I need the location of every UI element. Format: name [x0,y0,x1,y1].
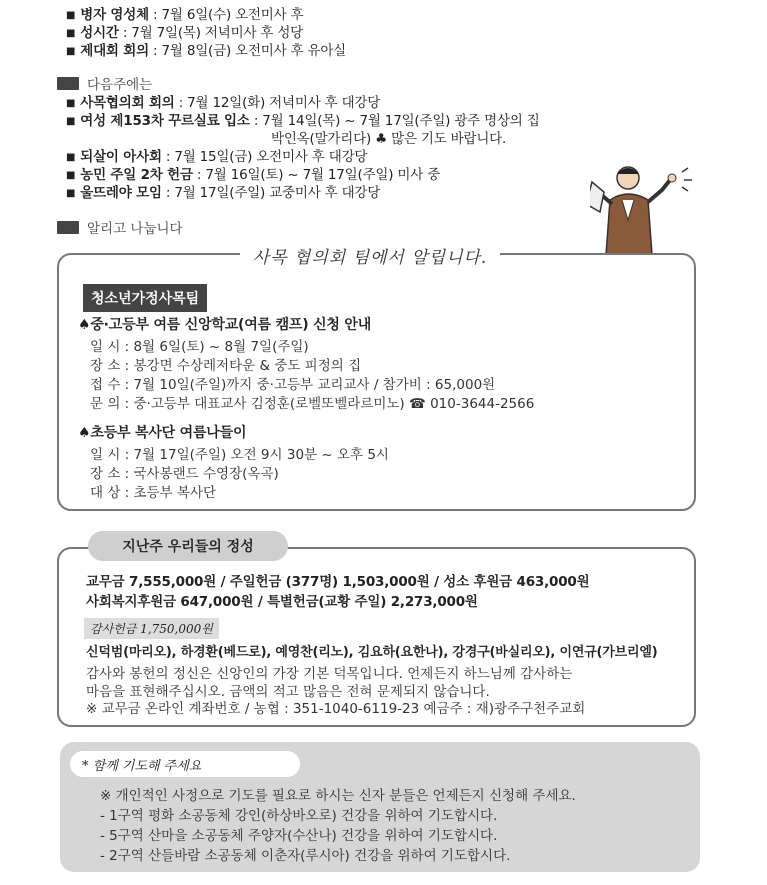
prayer-item: - 1구역 평화 소공동체 강인(하상바오로) 건강을 위하여 기도합시다. [100,808,498,824]
program1-row: 문 의 : 중·고등부 대표교사 김정훈(로벨또벨라르미노) ☎ 010-3644-2566 [90,396,535,412]
thanks-offering-tag: 감사헌금 1,750,000원 [84,618,219,639]
program1-title: ♠중·고등부 여름 신앙학교(여름 캠프) 신청 안내 [78,317,372,333]
notice-heading: 알리고 나눕니다 [57,217,183,237]
cursillo-continuation: 박인옥(말가리다) ♣ 많은 기도 바랍니다. [271,131,507,147]
offering-paragraph: 마음을 표현해주십시오. 금액의 적고 많음은 전혀 문제되지 않습니다. [86,684,490,700]
program2-row: 일 시 : 7월 17일(주일) 오전 9시 30분 ~ 오후 5시 [90,447,389,463]
item-council-meeting: ■ 사목협의회 회의 : 7월 12일(화) 저녁미사 후 대강당 [66,94,380,114]
item-sick-communion: ■ 병자 영성체 : 7월 6일(수) 오전미사 후 [66,6,303,26]
program2-row: 대 상 : 초등부 복사단 [90,485,217,501]
offering-tab: 지난주 우리들의 정성 [88,531,288,561]
prayer-item: - 5구역 산마을 소공동체 주양자(수산나) 건강을 위하여 기도합시다. [100,828,498,844]
item-ultreya: ■ 울뜨레야 모임 : 7월 17일(주일) 교중미사 후 대강당 [66,184,380,204]
item-farmer-collection: ■ 농민 주일 2차 헌금 : 7월 16일(토) ~ 7월 17일(주일) 미사 중 [66,166,440,186]
program1-row: 접 수 : 7월 10일(주일)까지 중·고등부 교리교사 / 참가비 : 65,000원 [90,377,496,393]
notice-banner: 사목 협의회 팀에서 알립니다. [240,240,500,270]
program2-title: ♠초등부 복사단 여름나들이 [78,425,247,441]
section-marker-icon [57,77,79,90]
item-board-meeting: ■ 되살이 아사회 : 7월 15일(금) 오전미사 후 대강당 [66,148,367,168]
team-header: 청소년가정사목팀 [83,284,207,312]
thanks-names: 신덕범(마리오), 하경환(베드로), 예영찬(리노), 김요하(요한나), 강경구(바실리오), 이연규(가브리엘) [86,645,658,660]
item-altar-meeting: ■ 제대회 회의 : 7월 8일(금) 오전미사 후 유아실 [66,42,346,62]
program1-row: 일 시 : 8월 6일(토) ~ 8월 7일(주일) [90,339,309,355]
item-holy-hour: ■ 성시간 : 7월 7일(목) 저녁미사 후 성당 [66,24,303,44]
megaphone-man-icon [590,160,700,255]
next-week-heading: 다음주에는 [57,73,152,93]
item-cursillo: ■ 여성 제153차 꾸르실료 입소 : 7월 14일(목) ~ 7월 17일(주일) 광주 명상의 집 [66,112,540,132]
prayer-tab: * 함께 기도해 주세요 [70,751,300,777]
section-marker-icon [57,221,79,234]
program2-row: 장 소 : 국사봉랜드 수영장(옥곡) [90,466,279,482]
account-info: ※ 교무금 온라인 계좌번호 / 농협 : 351-1040-6119-23 예금주 : 재)광주구천주교회 [86,701,586,717]
offering-line2: 사회복지후원금 647,000원 / 특별헌금(교황 주일) 2,273,000원 [86,594,478,610]
offering-paragraph: 감사와 봉헌의 정신은 신앙인의 가장 기본 덕목입니다. 언제든지 하느님께 감사하는 [86,666,573,682]
prayer-intro: ※ 개인적인 사정으로 기도를 필요로 하시는 신자 분들은 언제든지 신청해 주세요. [100,788,576,804]
offering-line1: 교무금 7,555,000원 / 주일헌금 (377명) 1,503,000원 / 성소 후원금 463,000원 [86,574,590,590]
program1-row: 장 소 : 봉강면 수상레저타운 & 중도 피정의 집 [90,358,362,374]
prayer-item: - 2구역 산들바람 소공동체 이춘자(루시아) 건강을 위하여 기도합시다. [100,848,511,864]
